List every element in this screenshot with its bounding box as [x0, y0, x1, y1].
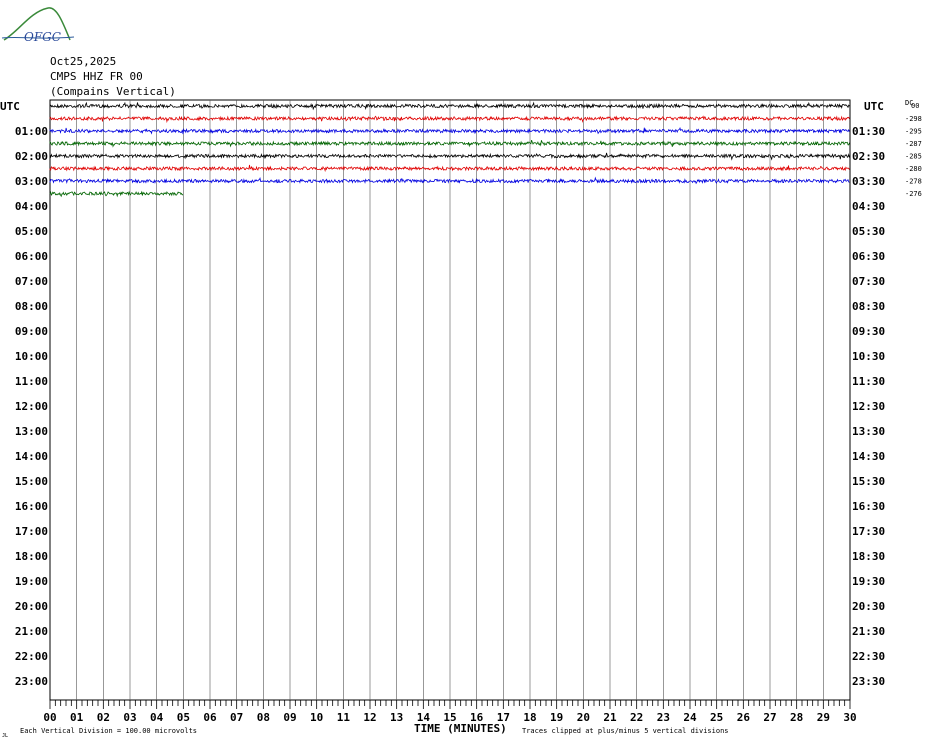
right-hour-label: 20:30 [852, 600, 886, 613]
left-hour-label: 21:00 [14, 625, 48, 638]
right-utc-label: UTC [864, 100, 884, 113]
corner-mark: JL [2, 733, 9, 739]
left-hour-label: 03:00 [14, 175, 48, 188]
right-hour-label: 14:30 [852, 450, 886, 463]
right-hour-label: 06:30 [852, 250, 886, 263]
left-hour-label: 19:00 [14, 575, 48, 588]
division-note: Each Vertical Division = 100.00 microvolts [20, 727, 198, 735]
x-tick-label: 09 [283, 711, 297, 724]
right-hour-label: 17:30 [852, 525, 886, 538]
left-hour-label: 09:00 [14, 325, 48, 338]
right-hour-label: 12:30 [852, 400, 886, 413]
left-hour-label: 13:00 [14, 425, 48, 438]
right-hour-label: 03:30 [852, 175, 886, 188]
x-tick-label: 21 [603, 711, 617, 724]
x-tick-label: 12 [363, 711, 377, 724]
left-hour-label: 12:00 [14, 400, 48, 413]
left-hour-label: 07:00 [14, 275, 48, 288]
right-hour-label: 15:30 [852, 475, 886, 488]
x-tick-label: 10 [310, 711, 324, 724]
left-utc-label: UTC [0, 100, 20, 113]
left-hour-label: 16:00 [14, 500, 48, 513]
right-hour-label: 10:30 [852, 350, 886, 363]
right-hour-label: 11:30 [852, 375, 886, 388]
x-tick-label: 17 [496, 711, 510, 724]
x-tick-label: 24 [683, 711, 697, 724]
right-hour-label: 09:30 [852, 325, 886, 338]
left-hour-label: 17:00 [14, 525, 48, 538]
x-tick-label: 08 [256, 711, 270, 724]
left-hour-label: 10:00 [14, 350, 48, 363]
x-tick-label: 29 [816, 711, 830, 724]
left-hour-label: 01:00 [14, 125, 48, 138]
dc-offset-label: -295 [905, 127, 922, 136]
dc-offset-label: -298 [905, 115, 922, 123]
left-hour-labels [15, 125, 48, 688]
header-date: Oct25,2025 [50, 55, 117, 68]
right-hour-label: 04:30 [852, 200, 886, 213]
right-hour-label: 23:30 [852, 675, 886, 688]
x-tick-label: 15 [443, 711, 457, 724]
x-tick-label: 05 [176, 711, 190, 724]
logo-text: OFGC [24, 30, 61, 44]
left-hour-label: 04:00 [14, 200, 48, 213]
right-hour-label: 05:30 [852, 225, 886, 238]
x-tick-label: 14 [416, 711, 430, 724]
left-hour-label: 06:00 [14, 250, 48, 263]
x-tick-label: 13 [390, 711, 404, 724]
left-hour-label: 02:00 [14, 150, 48, 163]
x-tick-label: 27 [763, 711, 777, 724]
left-hour-label: 18:00 [14, 550, 48, 563]
x-axis-title: TIME (MINUTES) [414, 722, 507, 735]
x-tick-label: 19 [550, 711, 564, 724]
clip-note: Traces clipped at plus/minus 5 vertical divisions [522, 727, 729, 735]
x-tick-label: 07 [230, 711, 244, 724]
right-hour-label: 08:30 [852, 300, 886, 313]
right-hour-label: 22:30 [852, 650, 886, 663]
left-hour-label: 08:00 [14, 300, 48, 313]
right-hour-label: 01:30 [852, 125, 886, 138]
x-tick-label: 01 [70, 711, 84, 724]
x-tick-label: 25 [710, 711, 724, 724]
right-hour-label: 19:30 [852, 575, 886, 588]
x-tick-label: 06 [203, 711, 217, 724]
left-hour-label: 05:00 [14, 225, 48, 238]
trace-line [50, 192, 183, 196]
dc-offset-label: -285 [905, 152, 922, 161]
x-tick-label: 30 [843, 711, 857, 724]
left-hour-label: 20:00 [14, 600, 48, 613]
right-hour-label: 21:30 [852, 625, 886, 638]
x-tick-label: 00 [43, 711, 57, 724]
x-tick-label: 04 [150, 711, 164, 724]
x-tick-label: 26 [736, 711, 750, 724]
x-tick-label: 03 [123, 711, 137, 724]
left-hour-label: 14:00 [14, 450, 48, 463]
header-station: CMPS HHZ FR 00 [50, 70, 143, 83]
x-tick-label: 22 [630, 711, 644, 724]
header-location: (Compains Vertical) [50, 85, 176, 98]
x-tick-label: 11 [336, 711, 350, 724]
right-hour-label: 07:30 [852, 275, 886, 288]
x-tick-label: 23 [656, 711, 670, 724]
dc-label: DC [905, 99, 914, 107]
dc-offset-label: -276 [905, 190, 922, 198]
right-hour-label: 13:30 [852, 425, 886, 438]
left-hour-label: 15:00 [14, 475, 48, 488]
left-hour-label: 11:00 [14, 375, 48, 388]
x-tick-label: 16 [470, 711, 484, 724]
x-tick-label: 28 [790, 711, 804, 724]
right-hour-label: 18:30 [852, 550, 886, 563]
dc-offset-label: -278 [905, 177, 922, 186]
minute-gridlines [77, 100, 824, 700]
left-hour-label: 23:00 [14, 675, 48, 688]
dc-offset-label: 00 [911, 102, 920, 110]
left-hour-label: 22:00 [14, 650, 48, 663]
dc-offset-label: -287 [905, 140, 922, 148]
dc-offset-labels [905, 102, 922, 198]
x-tick-label: 02 [96, 711, 110, 724]
right-hour-label: 16:30 [852, 500, 886, 513]
right-hour-label: 02:30 [852, 150, 886, 163]
x-axis-ticks [50, 700, 850, 709]
x-tick-label: 20 [576, 711, 590, 724]
right-hour-labels [852, 125, 885, 688]
ofgc-logo [2, 8, 74, 44]
x-tick-label: 18 [523, 711, 537, 724]
dc-offset-label: -280 [905, 165, 922, 173]
